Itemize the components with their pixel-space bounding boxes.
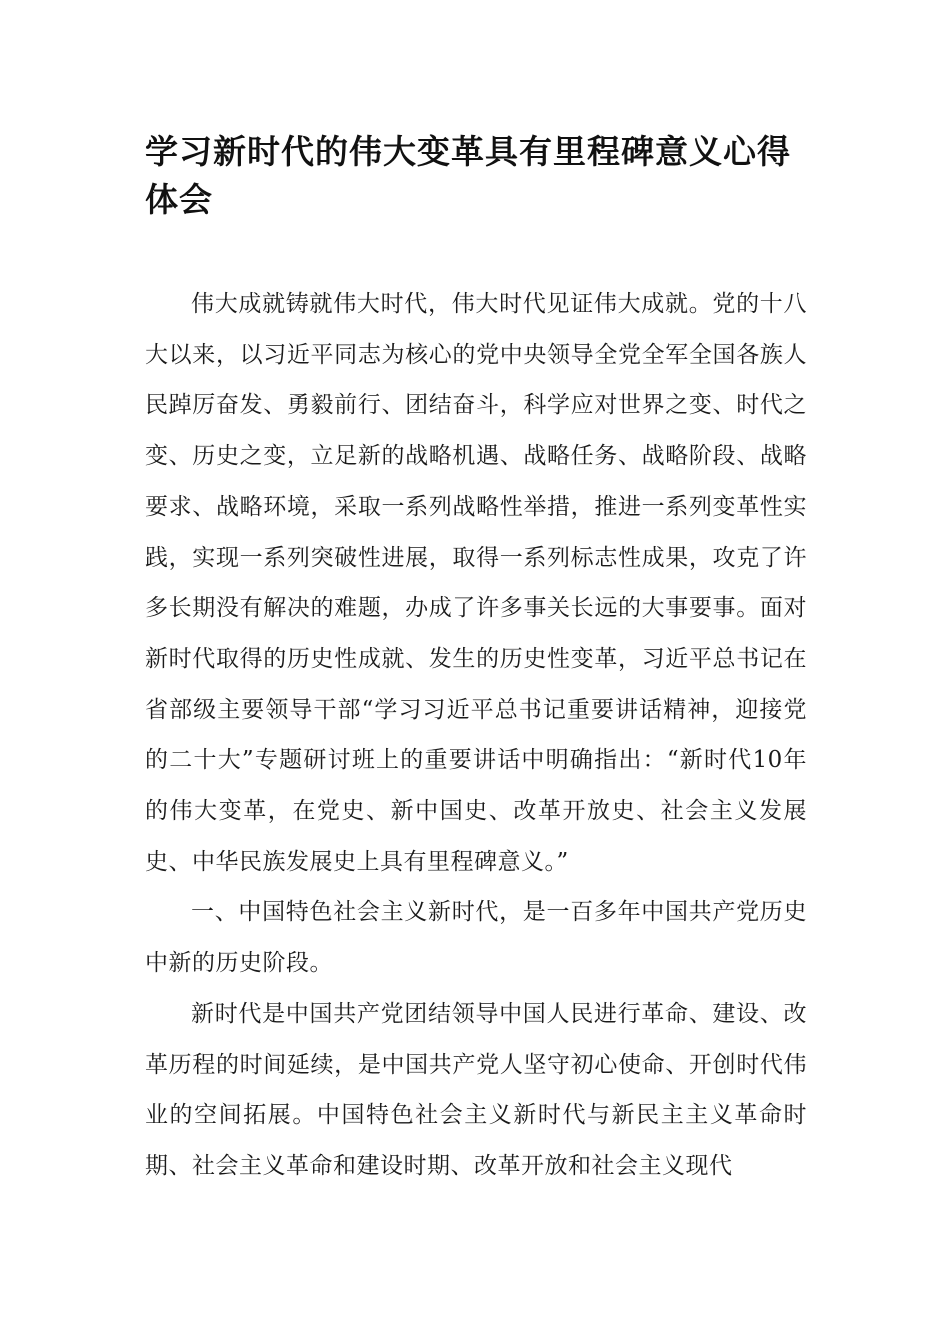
- document-body: [145, 279, 807, 1192]
- document-title: 学习新时代的伟大变革具有里程碑意义心得体会: [145, 132, 791, 219]
- paragraph-new-era: 新时代是中国共产党团结领导中国人民进行革命、建设、改革历程的时间延续，是中国共产党人坚守初心使命、开创时代伟业的空间拓展。中国特色社会主义新时代与新民主主义革命时期、社会主义革命和建设时期、改革开放和社会主义现代: [145, 1000, 807, 1179]
- paragraph-section-heading: 一、中国特色社会主义新时代，是一百多年中国共产党历史中新的历史阶段。: [145, 899, 807, 977]
- paragraph-intro: 伟大成就铸就伟大时代，伟大时代见证伟大成就。党的十八大以来，以习近平同志为核心的党中央领导全党全军全国各族人民踔厉奋发、勇毅前行、团结奋斗，科学应对世界之变、时代之变、历史之变，立足新的战略机遇、战略任务、战略阶段、战略要求、战略环境，采取一系列战略性举措，推进一系列变革性实践，实现一系列突破性进展，取得一系列标志性成果，攻克了许多长期没有解决的难题，办成了许多事关长远的大事要事。面对新时代取得的历史性成就、发生的历史性变革，习近平总书记在省部级主要领导干部“学习习近平总书记重要讲话精神，迎接党的二十大”专题研讨班上的重要讲话中明确指出：“新时代10年的伟大变革，在党史、新中国史、改革开放史、社会主义发展史、中华民族发展史上具有里程碑意义。”: [145, 291, 807, 875]
